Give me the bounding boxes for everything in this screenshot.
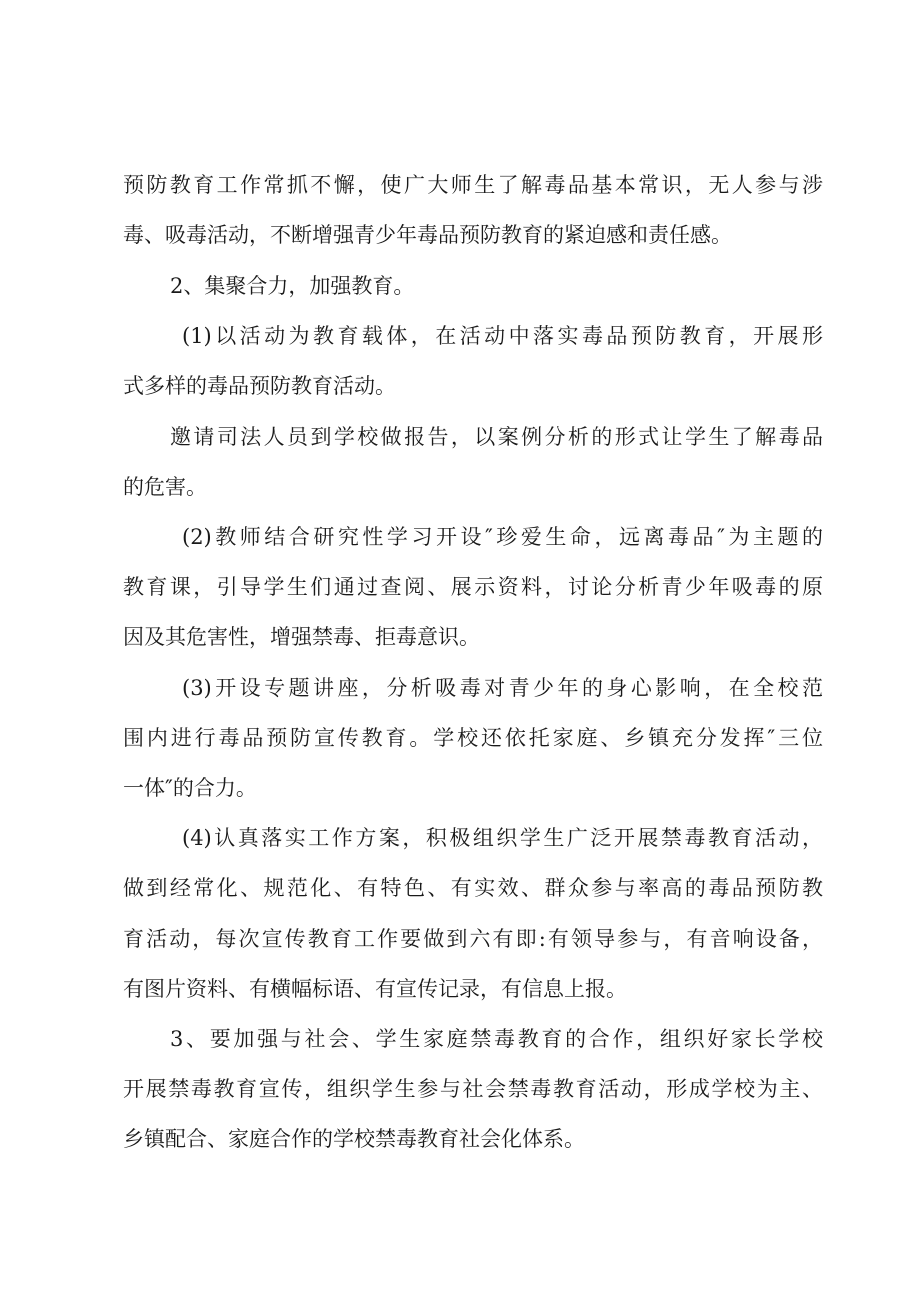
section-heading: 2、集聚合力，加强教育。 [170,274,415,298]
text-line: 预防教育工作常抓不懈，使广大师生了解毒品基本常识，无人参与涉 [123,173,823,197]
text-line: 邀请司法人员到学校做报告，以案例分析的形式让学生了解毒品 [170,425,823,449]
text-line: 育活动，每次宣传教育工作要做到六有即:有领导参与，有音响设备， [123,927,823,951]
text-line: 有图片资料、有横幅标语、有宣传记录，有信息上报。 [123,977,627,1001]
text-line: 乡镇配合、家庭合作的学校禁毒教育社会化体系。 [123,1127,585,1151]
text-line: 毒、吸毒活动，不断增强青少年毒品预防教育的紧迫感和责任感。 [123,223,732,247]
section-heading: 3、要加强与社会、学生家庭禁毒教育的合作，组织好家长学校 [170,1027,823,1051]
text-line: 围内进行毒品预防宣传教育。学校还依托家庭、乡镇充分发挥″三位 [123,726,823,750]
text-line: 式多样的毒品预防教育活动。 [123,374,396,398]
text-line: 因及其危害性，增强禁毒、拒毒意识。 [123,625,480,649]
text-line: (1)以活动为教育载体，在活动中落实毒品预防教育，开展形 [182,324,823,348]
text-line: 一体″的合力。 [123,776,257,800]
text-line: (4)认真落实工作方案，积极组织学生广泛开展禁毒教育活动， [182,826,823,850]
text-line: 开展禁毒教育宣传，组织学生参与社会禁毒教育活动，形成学校为主、 [123,1077,823,1101]
text-line: (3)开设专题讲座，分析吸毒对青少年的身心影响，在全校范 [182,676,823,700]
text-line: (2)教师结合研究性学习开设″珍爱生命，远离毒品″为主题的 [182,525,823,549]
text-line: 做到经常化、规范化、有特色、有实效、群众参与率高的毒品预防教 [123,876,823,900]
text-line: 的危害。 [123,475,207,499]
text-line: 教育课，引导学生们通过查阅、展示资料，讨论分析青少年吸毒的原 [123,575,823,599]
